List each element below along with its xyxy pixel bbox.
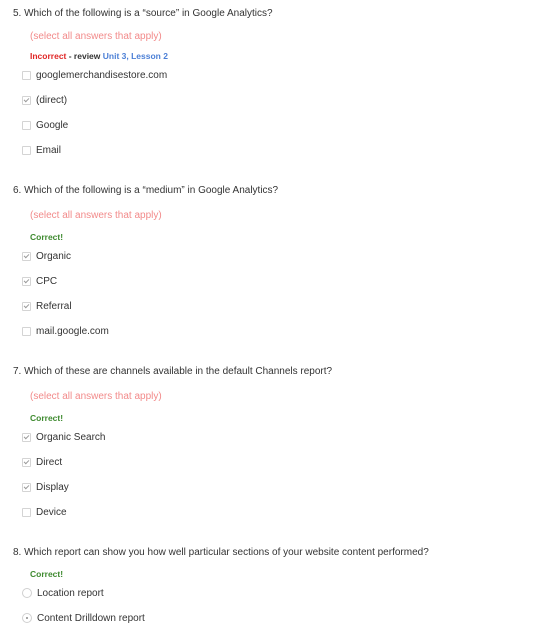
status-review-text: - review <box>66 51 103 61</box>
answer-status-correct: Correct! <box>30 569 64 579</box>
radio-selected-icon[interactable] <box>22 613 32 623</box>
question-title: 5. Which of the following is a “source” in Google Analytics? <box>13 8 273 19</box>
answer-status-correct: Correct! <box>30 413 64 423</box>
select-all-hint: (select all answers that apply) <box>30 391 162 402</box>
option-label: (direct) <box>36 94 68 106</box>
status-incorrect: Incorrect <box>30 51 67 61</box>
option-label: googlemerchandisestore.com <box>36 69 168 81</box>
checkbox-icon[interactable] <box>22 121 31 130</box>
checkbox-checked-icon[interactable] <box>22 277 31 286</box>
option-label: mail.google.com <box>36 325 109 337</box>
question-title: 8. Which report can show you how well particular sections of your website content performed? <box>13 547 429 558</box>
option-radio[interactable] <box>22 586 104 600</box>
option-label: Organic Search <box>36 431 106 443</box>
option-checkbox[interactable] <box>22 68 167 82</box>
checkbox-checked-icon[interactable] <box>22 96 31 105</box>
option-label: Direct <box>36 456 63 468</box>
review-lesson-link[interactable]: Unit 3, Lesson 2 <box>102 51 168 61</box>
select-all-hint: (select all answers that apply) <box>30 31 162 42</box>
checkbox-checked-icon[interactable] <box>22 433 31 442</box>
checkbox-icon[interactable] <box>22 71 31 80</box>
checkbox-icon[interactable] <box>22 508 31 517</box>
answer-status-correct: Correct! <box>30 232 64 242</box>
question-title: 6. Which of the following is a “medium” in Google Analytics? <box>13 185 279 196</box>
option-label: Content Drilldown report <box>37 612 145 624</box>
radio-icon[interactable] <box>22 588 32 598</box>
option-checkbox[interactable] <box>22 274 57 288</box>
option-checkbox[interactable] <box>22 249 71 263</box>
option-checkbox[interactable] <box>22 505 67 519</box>
option-label: Organic <box>36 250 72 262</box>
option-checkbox[interactable] <box>22 480 69 494</box>
option-checkbox[interactable] <box>22 299 72 313</box>
option-label: Device <box>36 506 67 518</box>
option-label: Display <box>36 481 69 493</box>
option-checkbox[interactable] <box>22 430 105 444</box>
option-label: Location report <box>37 587 104 599</box>
answer-status <box>30 51 168 61</box>
checkbox-checked-icon[interactable] <box>22 483 31 492</box>
option-checkbox[interactable] <box>22 143 61 157</box>
checkbox-icon[interactable] <box>22 146 31 155</box>
option-label: Referral <box>36 300 72 312</box>
option-checkbox[interactable] <box>22 324 109 338</box>
select-all-hint: (select all answers that apply) <box>30 210 162 221</box>
option-label: Email <box>36 144 62 156</box>
option-label: Google <box>36 119 69 131</box>
checkbox-checked-icon[interactable] <box>22 302 31 311</box>
option-checkbox[interactable] <box>22 118 68 132</box>
option-checkbox[interactable] <box>22 455 62 469</box>
option-label: CPC <box>36 275 58 287</box>
option-radio[interactable] <box>22 611 145 625</box>
question-title: 7. Which of these are channels available in the default Channels report? <box>13 366 333 377</box>
checkbox-checked-icon[interactable] <box>22 252 31 261</box>
option-checkbox[interactable] <box>22 93 67 107</box>
checkbox-icon[interactable] <box>22 327 31 336</box>
checkbox-checked-icon[interactable] <box>22 458 31 467</box>
